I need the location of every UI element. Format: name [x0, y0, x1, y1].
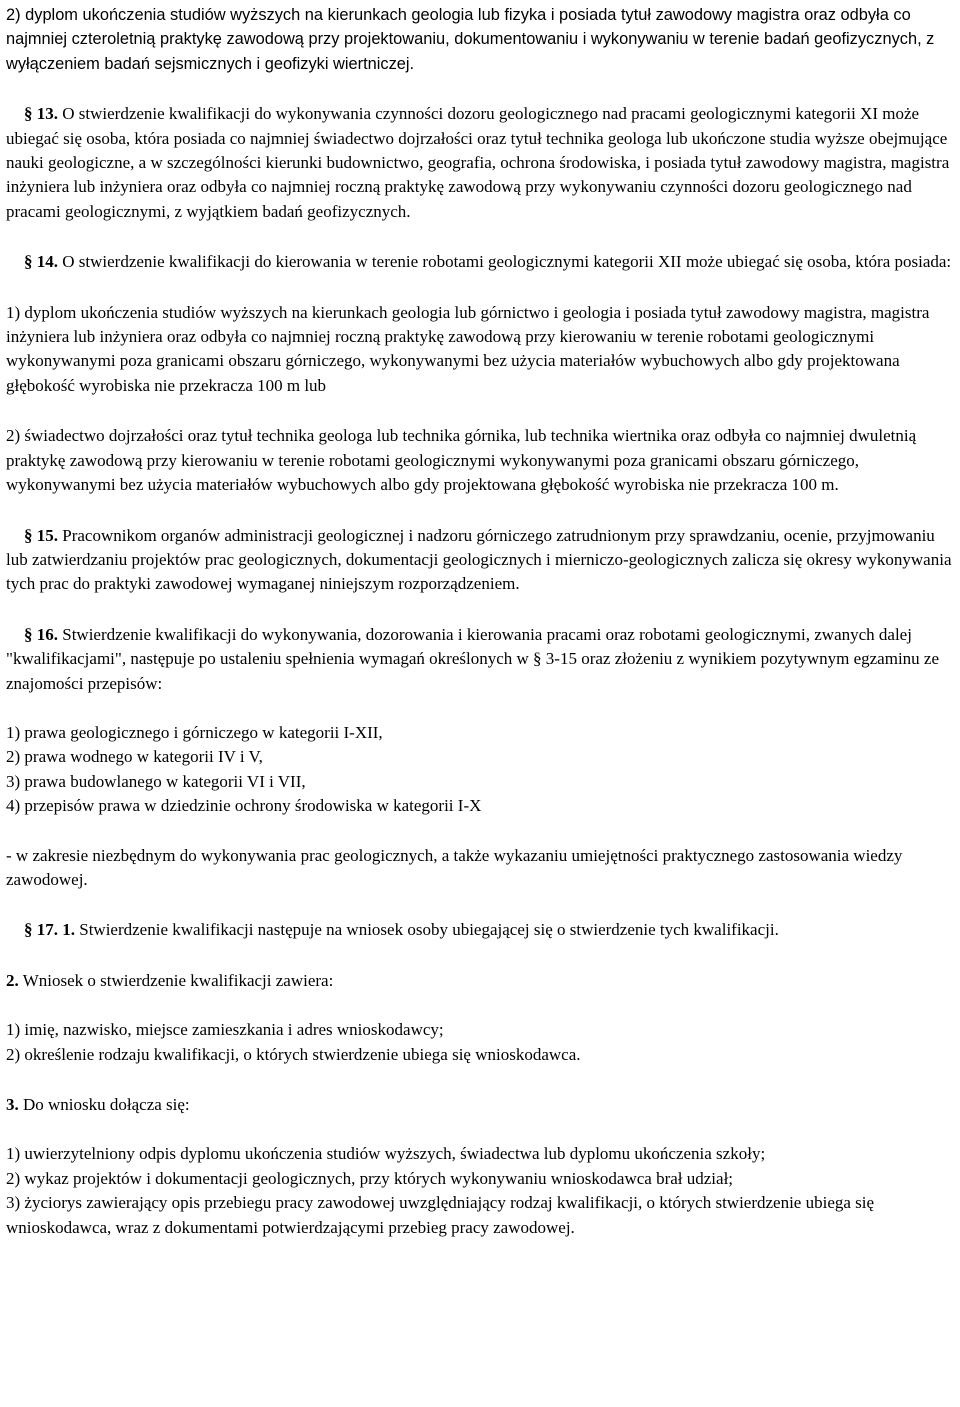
section-17-clause-2 [6, 969, 952, 993]
clause-3-number: 3. [6, 1095, 19, 1114]
section-14-text: O stwierdzenie kwalifikacji do kierowania w terenie robotami geologicznymi kategorii XII może ubiegać się osoba, która posiada: [62, 252, 952, 272]
section-17-clause-3 [6, 1093, 952, 1117]
list-item: 1) imię, nazwisko, miejsce zamieszkania i adres wnioskodawcy; [6, 1020, 444, 1040]
section-14-point-2: 2) świadectwo dojrzałości oraz tytuł technika geologa lub technika górnika, lub technika wiertnika oraz odbyła co najmniej dwuletnią praktykę zawodową przy kierowaniu w terenie robotami geologicznymi wykonywanymi poza granicami obszaru górniczego, wykonywanymi bez użycia materiałów wybuchowych albo gdy projektowana głębokość wyrobiska nie przekracza 100 m. [6, 426, 917, 495]
clause-3-text: Do wniosku dołącza się: [23, 1095, 190, 1114]
section-17 [6, 918, 952, 942]
section-13-number: § 13. [24, 104, 58, 124]
section-16-text: Stwierdzenie kwalifikacji do wykonywania, dozorowania i kierowania pracami oraz robotami geologicznymi, zwanych dalej "kwalifikacjami", następuje po ustaleniu spełnienia wymagań określonych w § 3-15 oraz złożeniu z wynikiem pozytywnym egzaminu ze znajomości przepisów: [6, 624, 940, 693]
list-item: 1) uwierzytelniony odpis dyplomu ukończenia studiów wyższych, świadectwa lub dyplomu ukończenia szkoły; [6, 1144, 766, 1164]
list-item: 4) przepisów prawa w dziedzinie ochrony środowiska w kategorii I-X [6, 796, 482, 816]
paragraph-intro: 2) dyplom ukończenia studiów wyższych na kierunkach geologia lub fizyka i posiada tytuł zawodowy magistra oraz odbyła co najmniej czteroletnią praktykę zawodową przy projektowaniu, dokumentowaniu i wykonywaniu w terenie badań geofizycznych, z wyłączeniem badań sejsmicznych i geofizyki wiertniczej. [6, 6, 935, 73]
section-16 [6, 623, 952, 696]
section-15 [6, 524, 952, 597]
section-16-tail: - w zakresie niezbędnym do wykonywania prac geologicznych, a także wykazaniu umiejętności praktycznego zastosowania wiedzy zawodowej. [6, 845, 903, 889]
list-item: 2) określenie rodzaju kwalifikacji, o których stwierdzenie ubiega się wnioskodawca. [6, 1044, 581, 1064]
list-item: 2) wykaz projektów i dokumentacji geologicznych, przy których wykonywaniu wnioskodawca brał udział; [6, 1168, 734, 1188]
section-15-number: § 15. [24, 525, 58, 545]
section-13-text: O stwierdzenie kwalifikacji do wykonywania czynności dozoru geologicznego nad pracami geologicznymi kategorii XI może ubiegać się osoba, która posiada co najmniej świadectwo dojrzałości oraz tytuł technika geologa lub ukończone studia wyższe obejmujące nauki geologiczne, a w szczególności kierunki budownictwo, geografia, ochrona środowiska, i posiada tytuł zawodowy magistra, magistra inżyniera lub inżyniera oraz odbyła co najmniej roczną praktykę zawodową przy wykonywaniu czynności dozoru geologicznego nad pracami geologicznymi, z wyjątkiem badań geofizycznych. [6, 104, 950, 221]
list-item: 2) prawa wodnego w kategorii IV i V, [6, 747, 263, 767]
section-14 [6, 250, 952, 274]
section-17-text: Stwierdzenie kwalifikacji następuje na wniosek osoby ubiegającej się o stwierdzenie tych kwalifikacji. [79, 920, 779, 940]
list-item: 3) życiorys zawierający opis przebiegu pracy zawodowej uwzględniający rodzaj kwalifikacji, o których stwierdzenie ubiega się wnioskodawca, wraz z dokumentami potwierdzającymi przebieg pracy zawodowej. [6, 1193, 875, 1237]
section-14-number: § 14. [24, 252, 58, 272]
list-item: 3) prawa budowlanego w kategorii VI i VII, [6, 771, 306, 791]
section-13 [6, 102, 952, 224]
section-16-number: § 16. [24, 624, 58, 644]
list-item: 1) prawa geologicznego i górniczego w kategorii I-XII, [6, 722, 383, 742]
section-14-point-1: 1) dyplom ukończenia studiów wyższych na kierunkach geologia lub górnictwo i geologia i posiada tytuł zawodowy magistra, magistra inżyniera lub inżyniera oraz odbyła co najmniej roczną praktykę zawodową przy kierowaniu w terenie robotami geologicznymi wykonywanymi poza granicami obszaru górniczego, wykonywanymi bez użycia materiałów wybuchowych albo gdy projektowana głębokość wyrobiska nie przekracza 100 m lub [6, 302, 930, 395]
section-15-text: Pracownikom organów administracji geologicznej i nadzoru górniczego zatrudnionym przy sprawdzaniu, ocenie, przyjmowaniu lub zatwierdzaniu projektów prac geologicznych, dokumentacji geologicznych i mierniczo-geologicznych zalicza się okresy wykonywania tych prac do praktyki zawodowej wymaganej niniejszym rozporządzeniem. [6, 525, 952, 594]
clause-2-text: Wniosek o stwierdzenie kwalifikacji zawiera: [22, 970, 334, 990]
section-17-number: § 17. 1. [24, 920, 75, 940]
clause-2-number: 2. [6, 970, 19, 990]
